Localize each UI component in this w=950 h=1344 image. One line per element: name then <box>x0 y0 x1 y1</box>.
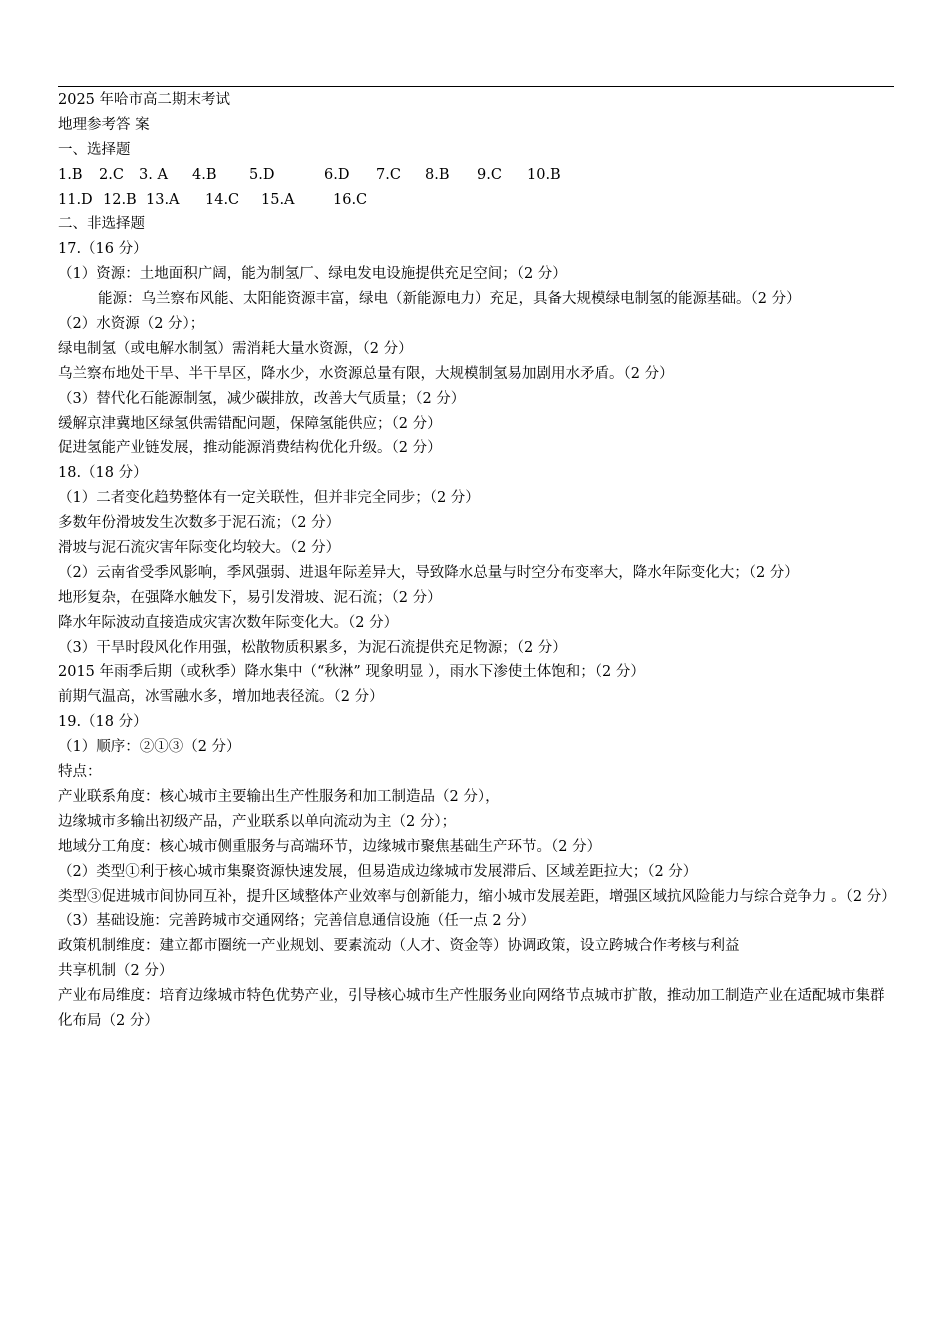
answer-line: （2）云南省受季风影响，季风强弱、进退年际差异大，导致降水总量与时空分布变率大，降水年际变化大；（2 分） <box>58 564 799 581</box>
section-heading-choice: 一、选择题 <box>58 141 131 158</box>
choice-answer: 9.C <box>477 166 502 183</box>
choice-answer: 10.B <box>527 166 561 183</box>
choice-answer: 7.C <box>376 166 401 183</box>
question-17-header: 17.（16 分） <box>58 241 148 258</box>
answer-line: 产业联系角度：核心城市主要输出生产性服务和加工制造品（2 分）， <box>58 788 500 805</box>
answer-line: （1）二者变化趋势整体有一定关联性，但并非完全同步；（2 分） <box>58 490 480 507</box>
answer-line: 缓解京津冀地区绿氢供需错配问题，保障氢能供应；（2 分） <box>58 415 442 432</box>
answer-paragraph: 产业布局维度：培育边缘城市特色优势产业，引导核心城市生产性服务业向网络节点城市扩散，推动加工制造产业在适配城市集群化布局（2 分） <box>58 988 885 1029</box>
answer-paragraph: 类型③促进城市间协同互补，提升区域整体产业效率与创新能力，缩小城市发展差距，增强区域抗风险能力与综合竞争力 。（2 分） <box>58 888 896 905</box>
doc-title: 地理参考答 案 <box>58 116 150 133</box>
question-18-header: 18.（18 分） <box>58 465 148 482</box>
answer-line: 2015 年雨季后期（或秋季）降水集中（“秋淋” 现象明显 ），雨水下渗使土体饱和；（2 分） <box>58 664 645 681</box>
answer-line: 绿电制氢（或电解水制氢）需消耗大量水资源，（2 分） <box>58 340 413 357</box>
answer-line: 地域分工角度：核心城市侧重服务与高端环节，边缘城市聚焦基础生产环节。（2 分） <box>58 838 602 855</box>
choice-answer: 1.B <box>58 166 83 183</box>
choice-answer: 11.D <box>58 191 93 208</box>
answer-line: 滑坡与泥石流灾害年际变化均较大。（2 分） <box>58 540 341 557</box>
answer-line: 共享机制（2 分） <box>58 963 174 980</box>
choice-answer: 12.B <box>103 191 137 208</box>
choice-answer: 16.C <box>333 191 368 208</box>
answer-line: （3）基础设施：完善跨城市交通网络；完善信息通信设施（任一点 2 分） <box>58 913 536 930</box>
answer-line: （2）类型①利于核心城市集聚资源快速发展，但易造成边缘城市发展滞后、区域差距拉大；（2 分） <box>58 863 698 880</box>
choice-answer: 13.A <box>146 191 180 208</box>
answer-line: 促进氢能产业链发展，推动能源消费结构优化升级。（2 分） <box>58 440 442 457</box>
question-19-header: 19.（18 分） <box>58 714 148 731</box>
answer-line: 能源：乌兰察布风能、太阳能资源丰富，绿电（新能源电力）充足，具备大规模绿电制氢的能源基础。（2 分） <box>98 291 801 308</box>
answer-line: 地形复杂，在强降水触发下，易引发滑坡、泥石流；（2 分） <box>58 589 442 606</box>
answer-line: 特点： <box>58 764 102 781</box>
choice-answer: 8.B <box>425 166 450 183</box>
top-rule <box>58 86 894 87</box>
choice-answer: 5.D <box>249 166 275 183</box>
answer-line: （1）资源：土地面积广阔，能为制氢厂、绿电发电设施提供充足空间；（2 分） <box>58 266 567 283</box>
section-heading-essay: 二、非选择题 <box>58 216 145 233</box>
answer-line: 乌兰察布地处干旱、半干旱区，降水少，水资源总量有限，大规模制氢易加剧用水矛盾。（2 分） <box>58 365 674 382</box>
answer-line: 政策机制维度：建立都市圈统一产业规划、要素流动（人才、资金等）协调政策，设立跨城合作考核与利益 <box>58 938 740 955</box>
answer-document <box>58 88 898 1034</box>
choice-answers-row-2 <box>58 188 898 213</box>
answer-line: （2）水资源（2 分）； <box>58 316 205 333</box>
choice-answers-row-1 <box>58 163 898 188</box>
choice-answer: 4.B <box>192 166 217 183</box>
answer-line: 前期气温高，冰雪融水多，增加地表径流。（2 分） <box>58 689 384 706</box>
answer-line: 多数年份滑坡发生次数多于泥石流；（2 分） <box>58 515 341 532</box>
answer-line: （3）替代化石能源制氢，减少碳排放，改善大气质量；（2 分） <box>58 390 466 407</box>
choice-answer: 6.D <box>324 166 350 183</box>
exam-title: 2025 年哈市高二期末考试 <box>58 92 231 108</box>
choice-answer: 3. A <box>139 166 168 183</box>
answer-line: （1）顺序：②①③（2 分） <box>58 739 241 756</box>
choice-answer: 15.A <box>261 191 295 208</box>
choice-answer: 2.C <box>99 166 124 183</box>
answer-line: 边缘城市多输出初级产品，产业联系以单向流动为主（2 分）； <box>58 813 457 830</box>
answer-line: （3）干旱时段风化作用强，松散物质积累多，为泥石流提供充足物源；（2 分） <box>58 639 567 656</box>
choice-answer: 14.C <box>205 191 240 208</box>
answer-line: 降水年际波动直接造成灾害次数年际变化大。（2 分） <box>58 614 399 631</box>
